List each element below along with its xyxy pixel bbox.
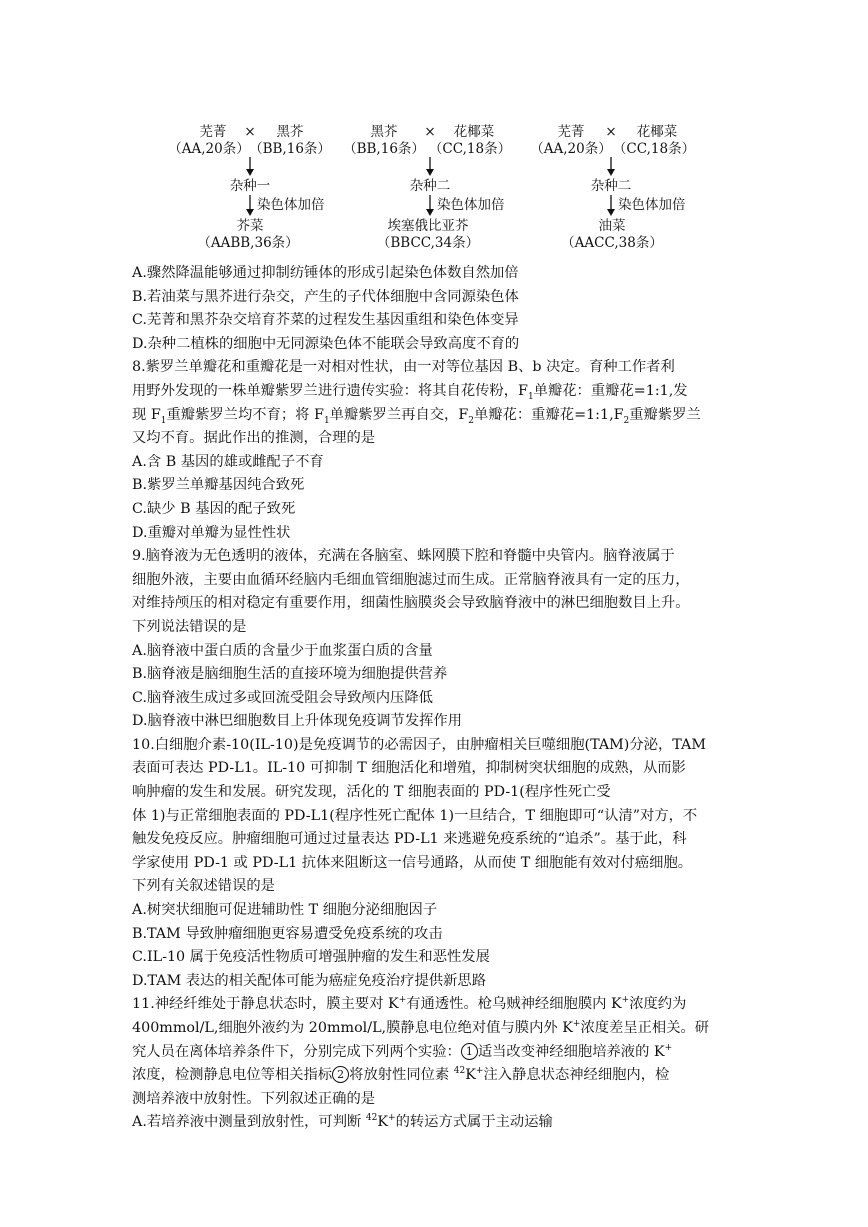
q10-stem-line: 10.白细胞介素-10(IL-10)是免疫调节的必需因子，由肿瘤相关巨噬细胞(TAM)分泌，TAM bbox=[132, 736, 706, 753]
parent-2-name: 花椰菜 bbox=[636, 124, 678, 140]
q10-stem-line: 学家使用 PD-1 或 PD-L1 抗体来阻断这一信号通路，从而使 T 细胞能有效对付癌细胞。 bbox=[132, 854, 693, 871]
q11-stem-line: 究人员在离体培养条件下，分别完成下列两个实验： 1 适当改变神经细胞培养液的 K+ bbox=[132, 1042, 673, 1060]
result-name: 埃塞俄比亚芥 bbox=[387, 218, 469, 234]
q10-option-a: A.树突状细胞可促进辅助性 T 细胞分泌细胞因子 bbox=[132, 902, 438, 919]
cross-symbol: × bbox=[605, 124, 617, 140]
parent-1-genome: （AA,20条） bbox=[530, 141, 612, 157]
parent-1-name: 芜菁 bbox=[199, 124, 227, 140]
q10-option-c: C.IL-10 属于免疫活性物质可增强肿瘤的发生和恶性发展 bbox=[132, 949, 490, 966]
process-label: 染色体加倍 bbox=[257, 197, 325, 213]
hybridization-diagram bbox=[0, 0, 868, 262]
q11-stem-line: 400mmol/L,细胞外液约为 20mmol/L,膜静息电位绝对值与膜内外 K+浓度差呈正相关。研 bbox=[132, 1019, 710, 1036]
q9-stem-line: 下列说法错误的是 bbox=[132, 618, 247, 635]
q7-option-d: D.杂种二植株的细胞中无同源染色体不能联会导致高度不育的 bbox=[132, 335, 520, 352]
q10-stem-line: 响肿瘤的发生和发展。研究发现，活化的 T 细胞表面的 PD-1(程序性死亡受 bbox=[132, 784, 611, 801]
parent-1-name: 黑芥 bbox=[370, 124, 398, 140]
result-genome: （AABB,36条） bbox=[197, 235, 299, 251]
arrow-down-icon bbox=[246, 209, 254, 216]
cross-symbol: × bbox=[424, 124, 436, 140]
result-name: 油菜 bbox=[598, 218, 626, 234]
q7-option-b: B.若油菜与黑芥进行杂交，产生的子代体细胞中含同源染色体 bbox=[132, 288, 519, 305]
parent-2-genome: （CC,18条） bbox=[428, 141, 512, 157]
q9-option-a: A.脑脊液中蛋白质的含量少于血浆蛋白质的含量 bbox=[132, 642, 433, 659]
hybrid-name: 杂种一 bbox=[229, 178, 271, 194]
parent-2-genome: （BB,16条） bbox=[249, 141, 331, 157]
hybrid-name: 杂种二 bbox=[409, 178, 451, 194]
arrow-down-icon bbox=[426, 169, 434, 176]
q8-option-c: C.缺少 B 基因的配子致死 bbox=[132, 500, 296, 517]
q10-option-b: B.TAM 导致肿瘤细胞更容易遭受免疫系统的攻击 bbox=[132, 925, 443, 942]
q8-option-a: A.含 B 基因的雄或雌配子不育 bbox=[132, 453, 324, 470]
q9-stem-line: 细胞外液，主要由血循环经脑内毛细血管细胞滤过而生成。正常脑脊液具有一定的压力， bbox=[132, 571, 690, 588]
circled-number-2: 2 bbox=[332, 1066, 349, 1083]
hybrid-name: 杂种二 bbox=[590, 178, 632, 194]
cross-3 bbox=[530, 123, 695, 251]
parent-1-name: 芜菁 bbox=[557, 124, 585, 140]
q8-stem-line: 又均不育。据此作出的推测，合理的是 bbox=[132, 430, 376, 447]
q11-stem-line: 11.神经纤维处于静息状态时，膜主要对 K+有通透性。枪乌贼神经细胞膜内 K+浓度约为 bbox=[132, 995, 687, 1013]
process-label: 染色体加倍 bbox=[437, 197, 505, 213]
arrow-down-icon bbox=[607, 209, 615, 216]
q8-stem-line: 用野外发现的一株单瓣紫罗兰进行遗传实验：将其自花传粉，$F_1$单瓣花：重瓣花=1:1,发 bbox=[132, 382, 688, 402]
q7-option-a: A.骤然降温能够通过抑制纺锤体的形成引起染色体数自然加倍 bbox=[132, 265, 519, 281]
result-name: 芥菜 bbox=[236, 218, 264, 234]
parent-1-genome: （AA,20条） bbox=[168, 141, 250, 157]
question-text bbox=[132, 262, 762, 1135]
q7-option-c: C.芜菁和黑芥杂交培育芥菜的过程发生基因重组和染色体变异 bbox=[132, 312, 519, 329]
q9-option-c: C.脑脊液生成过多或回流受阻会导致颅内压降低 bbox=[132, 689, 433, 706]
q8-option-d: D.重瓣对单瓣为显性性状 bbox=[132, 524, 291, 541]
cross-1 bbox=[168, 123, 331, 251]
parent-2-name: 黑芥 bbox=[276, 124, 304, 140]
q11-option-a: A.若培养液中测量到放射性，可判断 $^{42}$K+的转运方式属于主动运输 bbox=[132, 1113, 553, 1131]
cross-2 bbox=[343, 123, 511, 251]
parent-2-name: 花椰菜 bbox=[453, 124, 495, 140]
q10-stem-line: 体 1)与正常细胞表面的 PD-L1(程序性死亡配体 1)一旦结合，T 细胞即可“认清”对方，不 bbox=[132, 807, 698, 824]
arrow-down-icon bbox=[246, 169, 254, 176]
q10-option-d: D.TAM 表达的相关配体可能为癌症免疫治疗提供新思路 bbox=[132, 972, 486, 989]
q8-stem-line: 8.紫罗兰单瓣花和重瓣花是一对相对性状，由一对等位基因 B、b 决定。育种工作者利 bbox=[132, 359, 675, 376]
q11-stem-line: 测培养液中放射性。下列叙述正确的是 bbox=[132, 1090, 376, 1107]
result-genome: （AACC,38条） bbox=[561, 235, 663, 251]
q10-stem-line: 下列有关叙述错误的是 bbox=[132, 878, 275, 895]
q9-stem-line: 对维持颅压的相对稳定有重要作用，细菌性脑膜炎会导致脑脊液中的淋巴细胞数目上升。 bbox=[132, 595, 690, 612]
parent-1-genome: （BB,16条） bbox=[343, 141, 425, 157]
q9-stem-line: 9.脑脊液为无色透明的液体，充满在各脑室、蛛网膜下腔和脊髓中央管内。脑脊液属于 bbox=[132, 548, 675, 565]
q8-option-b: B.紫罗兰单瓣基因纯合致死 bbox=[132, 477, 305, 494]
cross-symbol: × bbox=[244, 124, 256, 140]
q8-stem-line: 现 $F_1$重瓣紫罗兰均不育；将 $F_1$单瓣紫罗兰再自交，$F_2$单瓣花：重瓣花$=1:1,F_2$重瓣紫罗兰 bbox=[132, 406, 701, 426]
circled-number-1: 1 bbox=[461, 1043, 478, 1060]
q9-option-d: D.脑脊液中淋巴细胞数目上升体现免疫调节发挥作用 bbox=[132, 713, 463, 730]
q11-stem-line: 浓度，检测静息电位等相关指标 2 将放射性同位素 $^{42}$K+注入静息状态神经细胞内，检 bbox=[132, 1066, 670, 1084]
q9-option-b: B.脑脊液是脑细胞生活的直接环境为细胞提供营养 bbox=[132, 666, 448, 683]
q10-stem-line: 表面可表达 PD-L1。IL-10 可抑制 T 细胞活化和增殖，抑制树突状细胞的成熟，从而影 bbox=[132, 760, 686, 777]
result-genome: （BBCC,34条） bbox=[376, 235, 480, 251]
arrow-down-icon bbox=[607, 169, 615, 176]
process-label: 染色体加倍 bbox=[618, 197, 686, 213]
q10-stem-line: 触发免疫反应。肿瘤细胞可通过过量表达 PD-L1 来逃避免疫系统的“追杀”。基于此，科 bbox=[132, 831, 687, 848]
arrow-down-icon bbox=[426, 209, 434, 216]
parent-2-genome: （CC,18条） bbox=[612, 141, 696, 157]
